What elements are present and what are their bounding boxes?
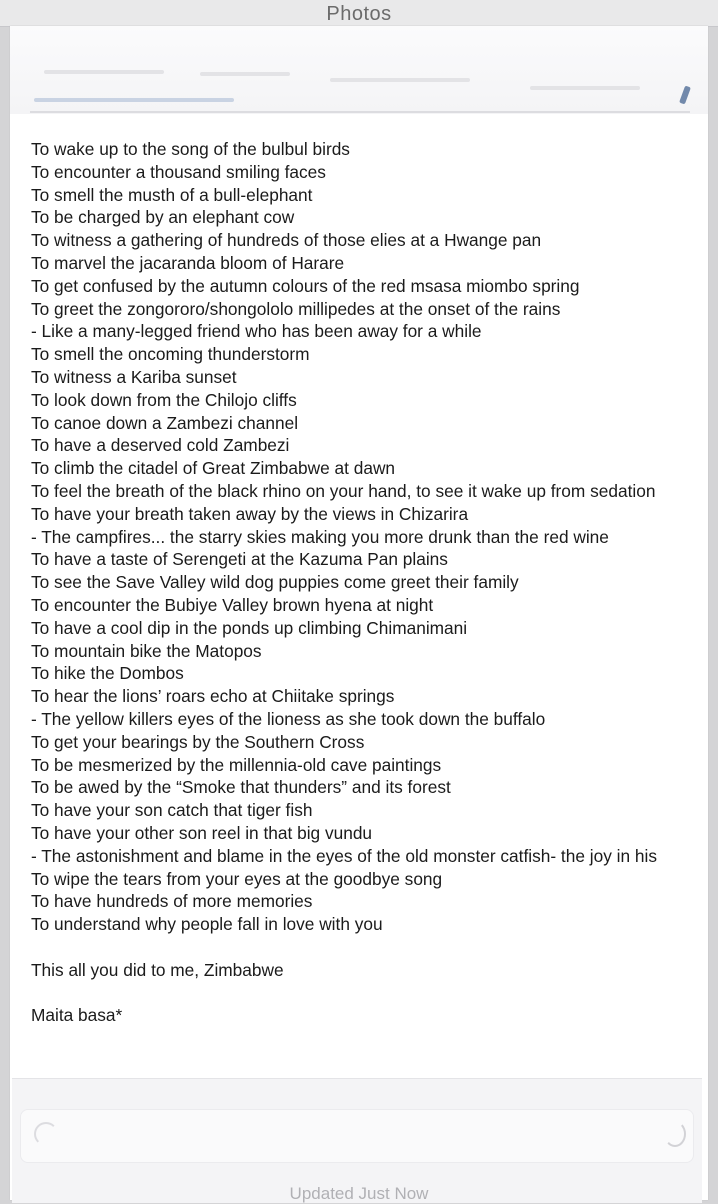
- ghost-text: [530, 86, 640, 90]
- update-status: Updated Just Now: [289, 1184, 429, 1203]
- note-line: To hike the Dombos: [31, 663, 184, 684]
- note-line: To witness a Kariba sunset: [31, 366, 237, 387]
- note-line: - The astonishment and blame in the eyes of the old monster catfish- the joy in his: [31, 845, 657, 866]
- note-line: To have your breath taken away by the views in Chizarira: [31, 503, 469, 524]
- note-line: To be awed by the “Smoke that thunders” and its forest: [31, 777, 451, 798]
- refresh-icon[interactable]: [34, 1122, 58, 1146]
- note-line: - The campfires... the starry skies making you more drunk than the red wine: [31, 526, 609, 547]
- note-line: - Like a many-legged friend who has been away for a while: [31, 321, 482, 342]
- note-line: To get your bearings by the Southern Cross: [31, 731, 365, 752]
- header-divider: [30, 111, 690, 113]
- note-line: To encounter the Bubiye Valley brown hyena at night: [31, 594, 434, 615]
- note-line: To have hundreds of more memories: [31, 891, 313, 912]
- note-line: To look down from the Chilojo cliffs: [31, 389, 297, 410]
- note-line: To mountain bike the Matopos: [31, 640, 262, 661]
- note-header: [10, 26, 708, 114]
- note-line: To have a cool dip in the ponds up climbing Chimanimani: [31, 617, 468, 638]
- toolbar-field[interactable]: [20, 1109, 694, 1163]
- note-line: To be charged by an elephant cow: [31, 207, 295, 228]
- note-body[interactable]: [31, 138, 711, 1027]
- note-line: To smell the oncoming thunderstorm: [31, 344, 310, 365]
- note-line: To feel the breath of the black rhino on your hand, to see it wake up from sedation: [31, 480, 656, 501]
- note-line: - The yellow killers eyes of the lioness as she took down the buffalo: [31, 708, 546, 729]
- compose-icon[interactable]: [664, 1121, 686, 1147]
- top-bar: [0, 0, 718, 27]
- note-line: To have a taste of Serengeti at the Kazuma Pan plains: [31, 549, 448, 570]
- signoff-line: Maita basa*: [31, 1005, 123, 1026]
- note-line: To canoe down a Zambezi channel: [31, 412, 299, 433]
- ghost-text: [330, 78, 470, 82]
- note-line: To witness a gathering of hundreds of those elies at a Hwange pan: [31, 230, 542, 251]
- note-line: To have a deserved cold Zambezi: [31, 435, 290, 456]
- ghost-text: [34, 98, 234, 102]
- app-title: Photos: [326, 3, 392, 25]
- note-line: To have your other son reel in that big vundu: [31, 822, 373, 843]
- note-line: To marvel the jacaranda bloom of Harare: [31, 252, 345, 273]
- note-line: To greet the zongororo/shongololo millipedes at the onset of the rains: [31, 298, 561, 319]
- note-line: To get confused by the autumn colours of the red msasa miombo spring: [31, 275, 580, 296]
- note-line: To understand why people fall in love with you: [31, 914, 383, 935]
- note-line: To see the Save Valley wild dog puppies come greet their family: [31, 572, 519, 593]
- note-line: To smell the musth of a bull-elephant: [31, 184, 313, 205]
- note-line: To be mesmerized by the millennia-old cave paintings: [31, 754, 442, 775]
- scroll-indicator-icon: [679, 86, 691, 105]
- ghost-text: [200, 72, 290, 76]
- note-line: To encounter a thousand smiling faces: [31, 161, 326, 182]
- closing-line: This all you did to me, Zimbabwe: [31, 959, 284, 980]
- note-line: To have your son catch that tiger fish: [31, 800, 313, 821]
- note-line: To wake up to the song of the bulbul birds: [31, 139, 350, 159]
- note-panel: [10, 26, 708, 1200]
- note-line: To climb the citadel of Great Zimbabwe at dawn: [31, 458, 396, 479]
- note-line: To wipe the tears from your eyes at the goodbye song: [31, 868, 443, 889]
- ghost-text: [44, 70, 164, 74]
- note-line: To hear the lions’ roars echo at Chiitake springs: [31, 686, 395, 707]
